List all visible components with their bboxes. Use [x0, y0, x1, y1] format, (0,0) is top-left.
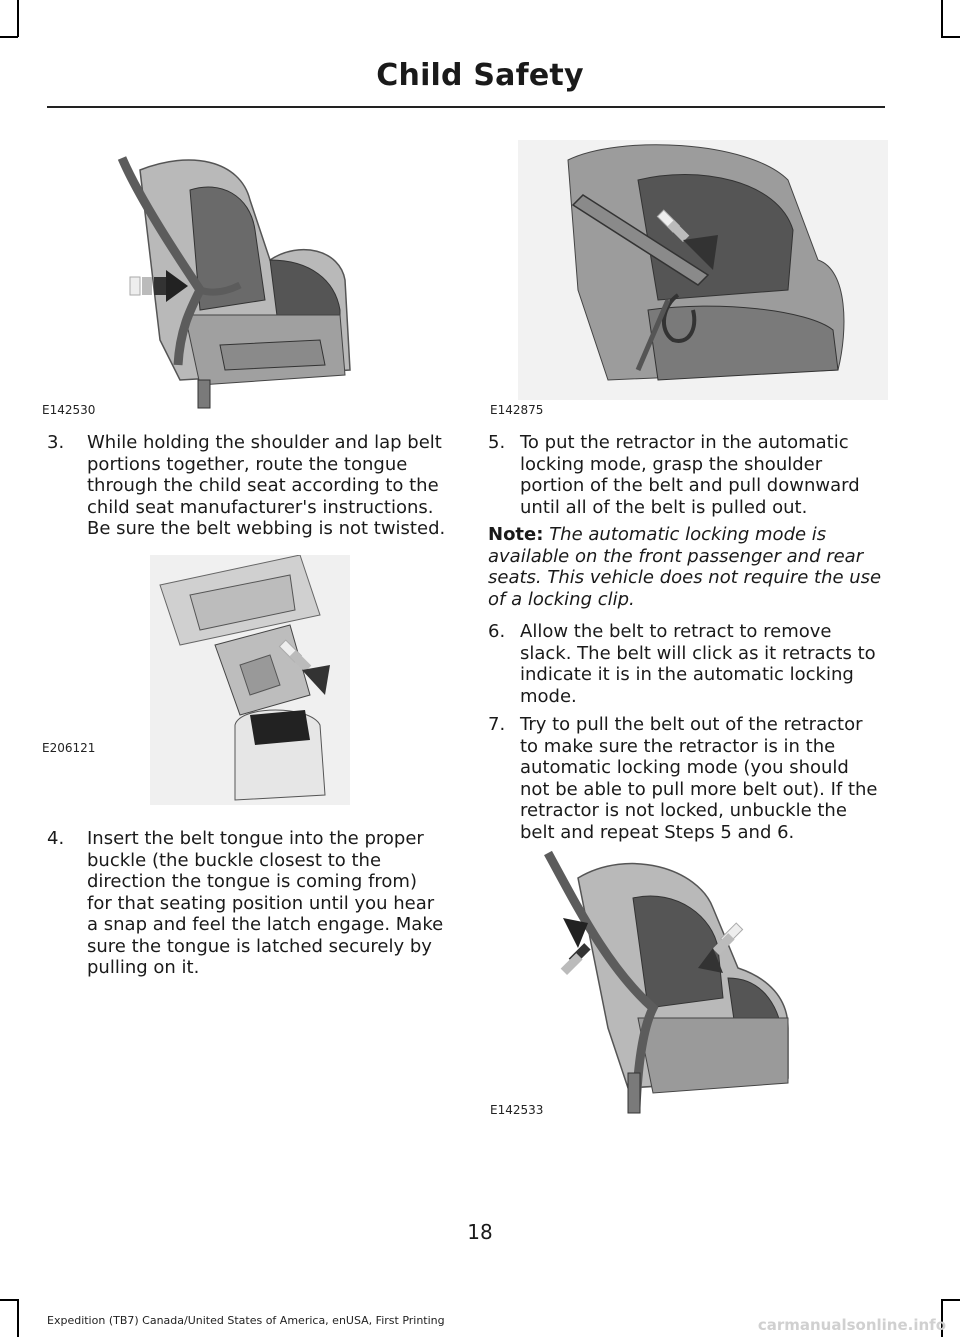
watermark: carmanualsonline.info	[757, 1316, 946, 1334]
crop-mark-bottom-left	[0, 1299, 18, 1301]
seat-check-illustration	[488, 848, 818, 1118]
figure-code: E142530	[42, 403, 96, 417]
page-title: Child Safety	[376, 58, 584, 93]
pull-belt-illustration	[488, 140, 888, 420]
step-text: While holding the shoulder and lap belt portions together, route the tongue through the child seat according to the child seat manufacturer's instructions. Be sure the belt webbing is not twisted.	[87, 432, 446, 539]
figure-child-seat-routing	[40, 140, 450, 420]
page-number: 18	[467, 1220, 493, 1244]
step-number: 5.	[488, 432, 506, 453]
figure-buckle	[40, 555, 350, 810]
note	[488, 524, 883, 610]
figure-pull-belt	[488, 140, 888, 420]
step-number: 3.	[47, 432, 65, 453]
edition-footer: Expedition (TB7) Canada/United States of America, enUSA, First Printing	[47, 1314, 445, 1327]
step-6	[488, 621, 883, 707]
step-4	[47, 828, 447, 979]
step-number: 6.	[488, 621, 506, 642]
child-seat-routing-illustration	[40, 140, 450, 420]
step-5	[488, 432, 883, 518]
step-text: To put the retractor in the automatic locking mode, grasp the shoulder portion of the belt and pull downward until all of the belt is pulled out.	[520, 432, 860, 518]
figure-code: E206121	[42, 741, 96, 755]
crop-mark-bottom-left-v	[17, 1299, 19, 1337]
step-7	[488, 714, 883, 843]
step-text: Allow the belt to retract to remove slack. The belt will click as it retracts to indicate it is in the automatic locking mode.	[520, 621, 876, 707]
note-label: Note:	[488, 524, 544, 545]
step-text: Insert the belt tongue into the proper buckle (the buckle closest to the direction the tongue is coming from) for that seating position until you hear a snap and feel the latch engage. Make sure the tongue is latched securely by pulling on it.	[87, 828, 444, 978]
crop-mark-top-left-v	[17, 0, 19, 37]
figure-code: E142533	[490, 1103, 544, 1117]
step-number: 4.	[47, 828, 65, 849]
buckle-illustration	[40, 555, 350, 810]
step-number: 7.	[488, 714, 506, 735]
figure-code: E142875	[490, 403, 544, 417]
figure-seat-check	[488, 848, 818, 1118]
crop-mark-top-left	[0, 36, 18, 38]
step-text: Try to pull the belt out of the retractor to make sure the retractor is in the automatic locking mode (you should not be able to pull more belt out). If the retractor is not locked, unbuckle the belt and repeat Steps 5 and 6.	[520, 714, 878, 843]
note-text: The automatic locking mode is available on the front passenger and rear seats. This vehicle does not require the use of a locking clip.	[488, 524, 882, 610]
header-rule	[47, 106, 885, 108]
crop-mark-bottom-right	[941, 1299, 960, 1301]
pull-up-arrow-icon	[561, 918, 591, 975]
crop-mark-top-right-v	[941, 0, 943, 37]
step-3	[47, 432, 447, 540]
crop-mark-top-right	[941, 36, 960, 38]
